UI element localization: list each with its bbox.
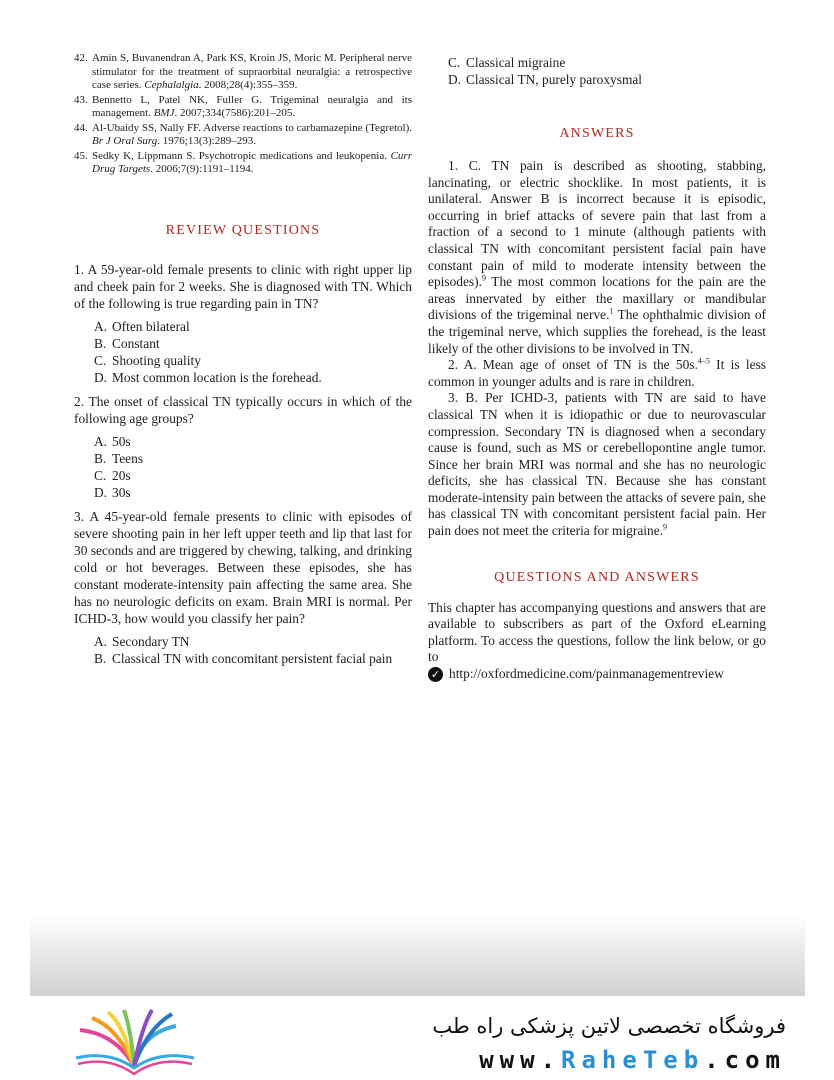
question-3-stem: 3. A 45-year-old female presents to clinic with episodes of severe shooting pain in her left upper teeth and lip that last for 30 seconds and are triggered by chewing, talking, and drinking cold or hot beverages. Between these episodes, she has constant moderate-intensity pain affecting the same area. She has no neurologic deficits on exam. Brain MRI is normal. Per ICHD-3, how would you classify her pain? [74,508,412,626]
option-text: Often bilateral [112,318,190,334]
reference-text: Sedky K, Lippmann S. Psychotropic medications and leukopenia. Curr Drug Targets. 2006;7(9):1191–1194. [92,149,412,175]
question-2-stem: 2. The onset of classical TN typically occurs in which of the following age groups? [74,393,412,426]
reference-item [74,150,412,177]
answer-3: 3. B. Per ICHD-3, patients with TN are said to have classical TN when it is idiopathic or due to neurovascular compression. Secondary TN is diagnosed when a secondary cause is found, such as MS or cerebellopontine angle tumor. Since her brain MRI was normal and she has no neurologic deficits, she has classical TN. Because she has constant moderate-intensity pain between the attacks of severe pain, she has classical TN with concomitant persistent facial pain. Her pain does not meet the criteria for migraine.$^9$ [428,390,766,539]
review-questions [74,261,412,667]
question-1-options [74,318,412,386]
option-text: Classical TN, purely paroxysmal [466,72,643,87]
answer-option [94,633,412,650]
question-1-stem: 1. A 59-year-old female presents to clinic with right upper lip and cheek pain for 2 weeks. She is diagnosed with TN. Which of the following is true regarding pain in TN? [74,261,412,311]
book-logo-icon [70,1008,200,1076]
reference-number: 44. [74,121,88,134]
option-letter: C. [94,467,107,483]
option-letter: A. [94,318,108,334]
option-text: Classical migraine [466,55,566,70]
checkmark-circle-icon: ✓ [428,667,443,682]
store-website[interactable] [479,1046,786,1074]
store-name-persian: فروشگاه تخصصی لاتین پزشکی راه طب [432,1014,786,1038]
url-prefix: www. [479,1046,562,1074]
url-ahe: ahe [581,1046,643,1074]
option-text: 50s [112,433,131,449]
option-text: Secondary TN [112,633,190,649]
url-t: T [642,1046,664,1074]
reference-number: 43. [74,93,88,106]
reference-number: 42. [74,52,88,64]
question-3-continued-options [428,54,766,88]
option-letter: C. [448,55,461,70]
answers-heading: ANSWERS [559,126,635,141]
option-text: Classical TN with concomitant persistent facial pain [112,650,393,666]
answers-list [428,158,766,540]
option-text: Shooting quality [112,352,201,368]
qa-paragraph: This chapter has accompanying questions and answers that are available to subscribers as part of the Oxford eLearning platform. To access the questions, follow the link below, or go to [428,599,766,665]
option-text: Most common location is the forehead. [112,369,322,385]
answer-option [94,450,412,467]
reference-list [74,52,412,177]
option-text: Constant [112,335,160,351]
footer-divider [30,995,805,996]
reference-item [74,52,412,93]
answer-1: 1. C. TN pain is described as shooting, stabbing, lancinating, or electric shocklike. In most patients, it is unilateral. Answer B is incorrect because it is episodic, occurring in brief attacks of severe pain that last from a fraction of a second to 1 minute (although patients with classical TN with concomitant persistent facial pain have constant pain of mild to moderate intensity between the episodes).$^9$ The most common locations for the pain are the areas innervated by either the maxillary or mandibular divisions of the trigeminal nerve.$^1$ The ophthalmic division of the trigeminal nerve, which supplies the forehead, is the least likely of the other divisions to be involved in TN. [428,158,766,356]
answer-2: 2. A. Mean age of onset of TN is the 50s.$^{4-5}$ It is less common in younger adults and is rare in children. [428,356,766,389]
answer-option [94,433,412,450]
qa-link[interactable]: http://oxfordmedicine.com/painmanagementreview [449,666,724,682]
reference-text: Amin S, Buvanendran A, Park KS, Kroin JS, Moric M. Peripheral nerve stimulator for the treatment of supraorbital neuralgia: a retrospective case series. Cephalalgia. 2008;28(4):355–359. [92,52,412,91]
option-letter: B. [94,335,107,351]
answer-option [448,71,766,88]
answer-option [94,335,412,352]
url-suffix: .com [704,1046,786,1074]
url-eb: eb [663,1046,705,1074]
option-letter: B. [94,450,107,466]
question-2-options [74,433,412,501]
option-letter: A. [94,633,108,649]
footer-shadow [30,915,805,995]
reference-text: Al-Ubaidy SS, Nally FF. Adverse reactions to carbamazepine (Tegretol). Br J Oral Surg. 1976;13(3):289–293. [92,121,412,147]
option-letter: B. [94,650,107,666]
url-r: R [561,1046,582,1074]
reference-item [74,122,412,149]
answer-option [94,369,412,386]
option-text: 30s [112,484,131,500]
option-letter: D. [448,72,462,87]
option-letter: C. [94,352,107,368]
review-questions-heading: REVIEW QUESTIONS [165,222,321,238]
option-letter: A. [94,433,108,449]
answer-option [94,352,412,369]
reference-item [74,94,412,121]
reference-number: 45. [74,149,88,162]
questions-and-answers-heading: QUESTIONS AND ANSWERS [494,569,700,585]
option-letter: D. [94,484,108,500]
reference-text: Bennetto L, Patel NK, Fuller G. Trigeminal neuralgia and its management. BMJ. 2007;334(7586):201–205. [92,93,412,119]
option-text: 20s [112,467,131,483]
answer-option [94,318,412,335]
answer-option [94,484,412,501]
answer-option [94,467,412,484]
option-letter: D. [94,369,108,385]
option-text: Teens [112,450,144,466]
left-column [74,52,412,674]
right-column [428,54,766,683]
answer-option [448,54,766,71]
qa-link-line[interactable] [428,666,766,683]
question-3-options [74,633,412,667]
answer-option [94,650,412,667]
